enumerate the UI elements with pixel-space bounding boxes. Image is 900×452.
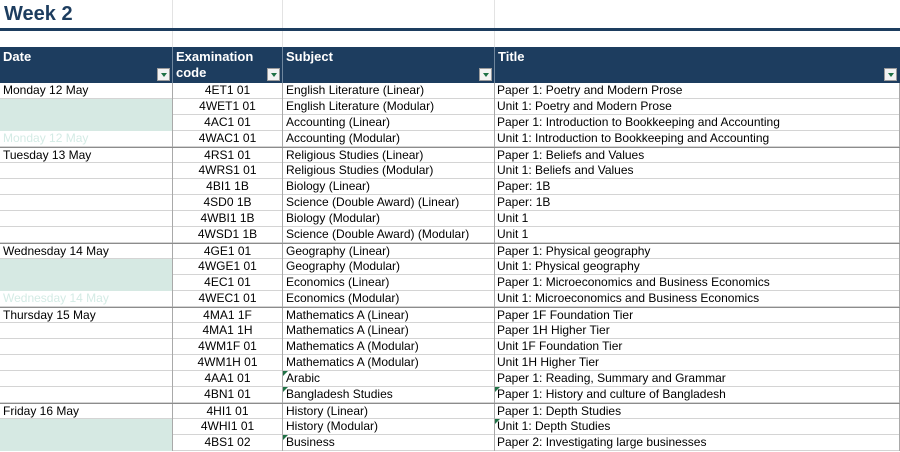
subject-cell[interactable]: Geography (Linear) [282, 244, 494, 260]
filter-dropdown-icon[interactable] [157, 68, 170, 81]
date-cell[interactable] [0, 99, 172, 115]
title-cell[interactable]: Paper 1: History and culture of Bangladesh [494, 387, 900, 403]
date-cell[interactable] [0, 115, 172, 131]
subject-cell[interactable]: Science (Double Award) (Linear) [282, 195, 494, 211]
exam-code-cell[interactable]: 4AC1 01 [172, 115, 282, 131]
date-cell[interactable] [0, 339, 172, 355]
table-row [0, 259, 900, 275]
table-row [0, 387, 900, 403]
error-indicator-icon [495, 387, 500, 392]
exam-code-cell[interactable]: 4ET1 01 [172, 83, 282, 99]
date-cell[interactable] [0, 275, 172, 291]
title-cell[interactable]: Paper 2: Investigating large businesses [494, 435, 900, 451]
exam-code-cell[interactable]: 4BS1 02 [172, 435, 282, 451]
blank-row[interactable] [0, 31, 900, 47]
date-cell[interactable]: Tuesday 13 May [3, 148, 92, 162]
exam-code-cell[interactable]: 4GE1 01 [172, 244, 282, 260]
error-indicator-icon [495, 419, 500, 424]
subject-cell[interactable]: Geography (Modular) [282, 259, 494, 275]
title-cell[interactable]: Unit 1 [494, 211, 900, 227]
table-row [0, 163, 900, 179]
exam-code-cell[interactable]: 4HI1 01 [172, 404, 282, 420]
subject-cell[interactable]: Bangladesh Studies [282, 387, 494, 403]
exam-code-cell[interactable]: 4WM1F 01 [172, 339, 282, 355]
title-cell[interactable]: Paper: 1B [494, 195, 900, 211]
title-cell[interactable]: Paper 1: Poetry and Modern Prose [494, 83, 900, 99]
subject-cell[interactable]: Religious Studies (Linear) [282, 148, 494, 164]
table-row [0, 307, 900, 323]
subject-cell[interactable]: Science (Double Award) (Modular) [282, 227, 494, 243]
table-row [0, 211, 900, 227]
error-indicator-icon [283, 387, 288, 392]
date-cell[interactable]: Wednesday 14 May [3, 291, 109, 305]
exam-code-cell[interactable]: 4MA1 1F [172, 308, 282, 324]
title-cell[interactable]: Paper 1: Beliefs and Values [494, 148, 900, 164]
date-cell[interactable]: Wednesday 14 May [3, 244, 109, 258]
exam-code-cell[interactable]: 4MA1 1H [172, 323, 282, 339]
table-row [0, 419, 900, 435]
table-row [0, 179, 900, 195]
table-row [0, 291, 900, 307]
date-cell[interactable] [0, 435, 172, 451]
title-cell[interactable]: Paper 1: Microeconomics and Business Economics [494, 275, 900, 291]
subject-cell[interactable]: Mathematics A (Linear) [282, 308, 494, 324]
exam-code-cell[interactable]: 4WRS1 01 [172, 163, 282, 179]
date-cell[interactable] [0, 323, 172, 339]
title-cell[interactable]: Unit 1 [494, 227, 900, 243]
subject-cell[interactable]: Mathematics A (Linear) [282, 323, 494, 339]
filter-dropdown-icon[interactable] [479, 68, 492, 81]
title-cell[interactable]: Unit 1: Depth Studies [494, 419, 900, 435]
exam-code-cell[interactable]: 4WAC1 01 [172, 131, 282, 147]
date-cell[interactable] [0, 371, 172, 387]
date-cell[interactable] [0, 211, 172, 227]
column-header-examination-code[interactable]: Examination code [172, 47, 282, 83]
exam-code-cell[interactable]: 4WHI1 01 [172, 419, 282, 435]
subject-cell[interactable]: History (Modular) [282, 419, 494, 435]
title-cell[interactable]: Paper: 1B [494, 179, 900, 195]
date-cell[interactable] [0, 179, 172, 195]
table-row [0, 371, 900, 387]
table-row [0, 323, 900, 339]
title-cell[interactable]: Unit 1: Physical geography [494, 259, 900, 275]
exam-code-cell[interactable]: 4WEC1 01 [172, 291, 282, 307]
title-cell[interactable]: Unit 1: Microeconomics and Business Economics [494, 291, 900, 307]
column-header-title[interactable]: Title [494, 47, 900, 83]
column-header-date[interactable]: Date [0, 47, 172, 83]
exam-code-cell[interactable]: 4EC1 01 [172, 275, 282, 291]
table-row [0, 83, 900, 99]
date-cell[interactable] [0, 227, 172, 243]
table-row [0, 355, 900, 371]
sheet-title[interactable]: Week 2 [4, 3, 73, 25]
title-cell[interactable]: Unit 1: Beliefs and Values [494, 163, 900, 179]
title-row [0, 0, 900, 31]
subject-cell[interactable]: Mathematics A (Modular) [282, 339, 494, 355]
table-row [0, 435, 900, 451]
column-header-subject[interactable]: Subject [282, 47, 494, 83]
title-cell[interactable]: Paper 1: Introduction to Bookkeeping and Accounting [494, 115, 900, 131]
date-cell[interactable] [0, 163, 172, 179]
subject-cell[interactable]: Biology (Modular) [282, 211, 494, 227]
table-row [0, 243, 900, 259]
table-row [0, 131, 900, 147]
exam-code-cell[interactable]: 4WSD1 1B [172, 227, 282, 243]
title-cell[interactable]: Unit 1: Introduction to Bookkeeping and Accounting [494, 131, 900, 147]
subject-cell[interactable]: Economics (Linear) [282, 275, 494, 291]
date-cell[interactable] [0, 355, 172, 371]
subject-cell[interactable]: English Literature (Linear) [282, 83, 494, 99]
exam-code-cell[interactable]: 4SD0 1B [172, 195, 282, 211]
date-cell[interactable]: Thursday 15 May [3, 308, 96, 322]
subject-cell[interactable]: English Literature (Modular) [282, 99, 494, 115]
title-cell[interactable]: Paper 1: Physical geography [494, 244, 900, 260]
subject-cell[interactable]: Economics (Modular) [282, 291, 494, 307]
title-cell[interactable]: Paper 1F Foundation Tier [494, 308, 900, 324]
table-row [0, 227, 900, 243]
subject-cell[interactable]: Accounting (Modular) [282, 131, 494, 147]
date-cell[interactable] [0, 195, 172, 211]
filter-dropdown-icon[interactable] [884, 68, 897, 81]
date-cell[interactable]: Monday 12 May [3, 131, 89, 145]
table-row [0, 275, 900, 291]
title-cell[interactable]: Paper 1H Higher Tier [494, 323, 900, 339]
exam-code-cell[interactable]: 4BI1 1B [172, 179, 282, 195]
subject-cell[interactable]: Business [282, 435, 494, 451]
subject-cell[interactable]: Religious Studies (Modular) [282, 163, 494, 179]
title-cell[interactable]: Paper 1: Reading, Summary and Grammar [494, 371, 900, 387]
exam-code-cell[interactable]: 4WM1H 01 [172, 355, 282, 371]
error-indicator-icon [283, 371, 288, 376]
title-cell[interactable]: Unit 1F Foundation Tier [494, 339, 900, 355]
subject-cell[interactable]: Accounting (Linear) [282, 115, 494, 131]
exam-code-cell[interactable]: 4BN1 01 [172, 387, 282, 403]
table-row [0, 115, 900, 131]
table-body [0, 83, 900, 451]
date-cell[interactable] [0, 259, 172, 275]
exam-code-cell[interactable]: 4WGE1 01 [172, 259, 282, 275]
date-cell[interactable]: Monday 12 May [3, 83, 89, 97]
title-cell[interactable]: Unit 1: Poetry and Modern Prose [494, 99, 900, 115]
exam-code-cell[interactable]: 4AA1 01 [172, 371, 282, 387]
table-row [0, 99, 900, 115]
table-row [0, 339, 900, 355]
table-row [0, 147, 900, 163]
title-cell[interactable]: Paper 1: Depth Studies [494, 404, 900, 420]
title-cell[interactable]: Unit 1H Higher Tier [494, 355, 900, 371]
exam-code-cell[interactable]: 4WET1 01 [172, 99, 282, 115]
subject-cell[interactable]: Mathematics A (Modular) [282, 355, 494, 371]
filter-dropdown-icon[interactable] [267, 68, 280, 81]
table-header [0, 47, 900, 83]
exam-code-cell[interactable]: 4RS1 01 [172, 148, 282, 164]
table-row [0, 195, 900, 211]
subject-cell[interactable]: Biology (Linear) [282, 179, 494, 195]
table-row [0, 403, 900, 419]
date-cell[interactable] [0, 387, 172, 403]
exam-code-cell[interactable]: 4WBI1 1B [172, 211, 282, 227]
subject-cell[interactable]: Arabic [282, 371, 494, 387]
date-cell[interactable] [0, 419, 172, 435]
subject-cell[interactable]: History (Linear) [282, 404, 494, 420]
date-cell[interactable]: Friday 16 May [3, 404, 80, 418]
error-indicator-icon [283, 435, 288, 440]
